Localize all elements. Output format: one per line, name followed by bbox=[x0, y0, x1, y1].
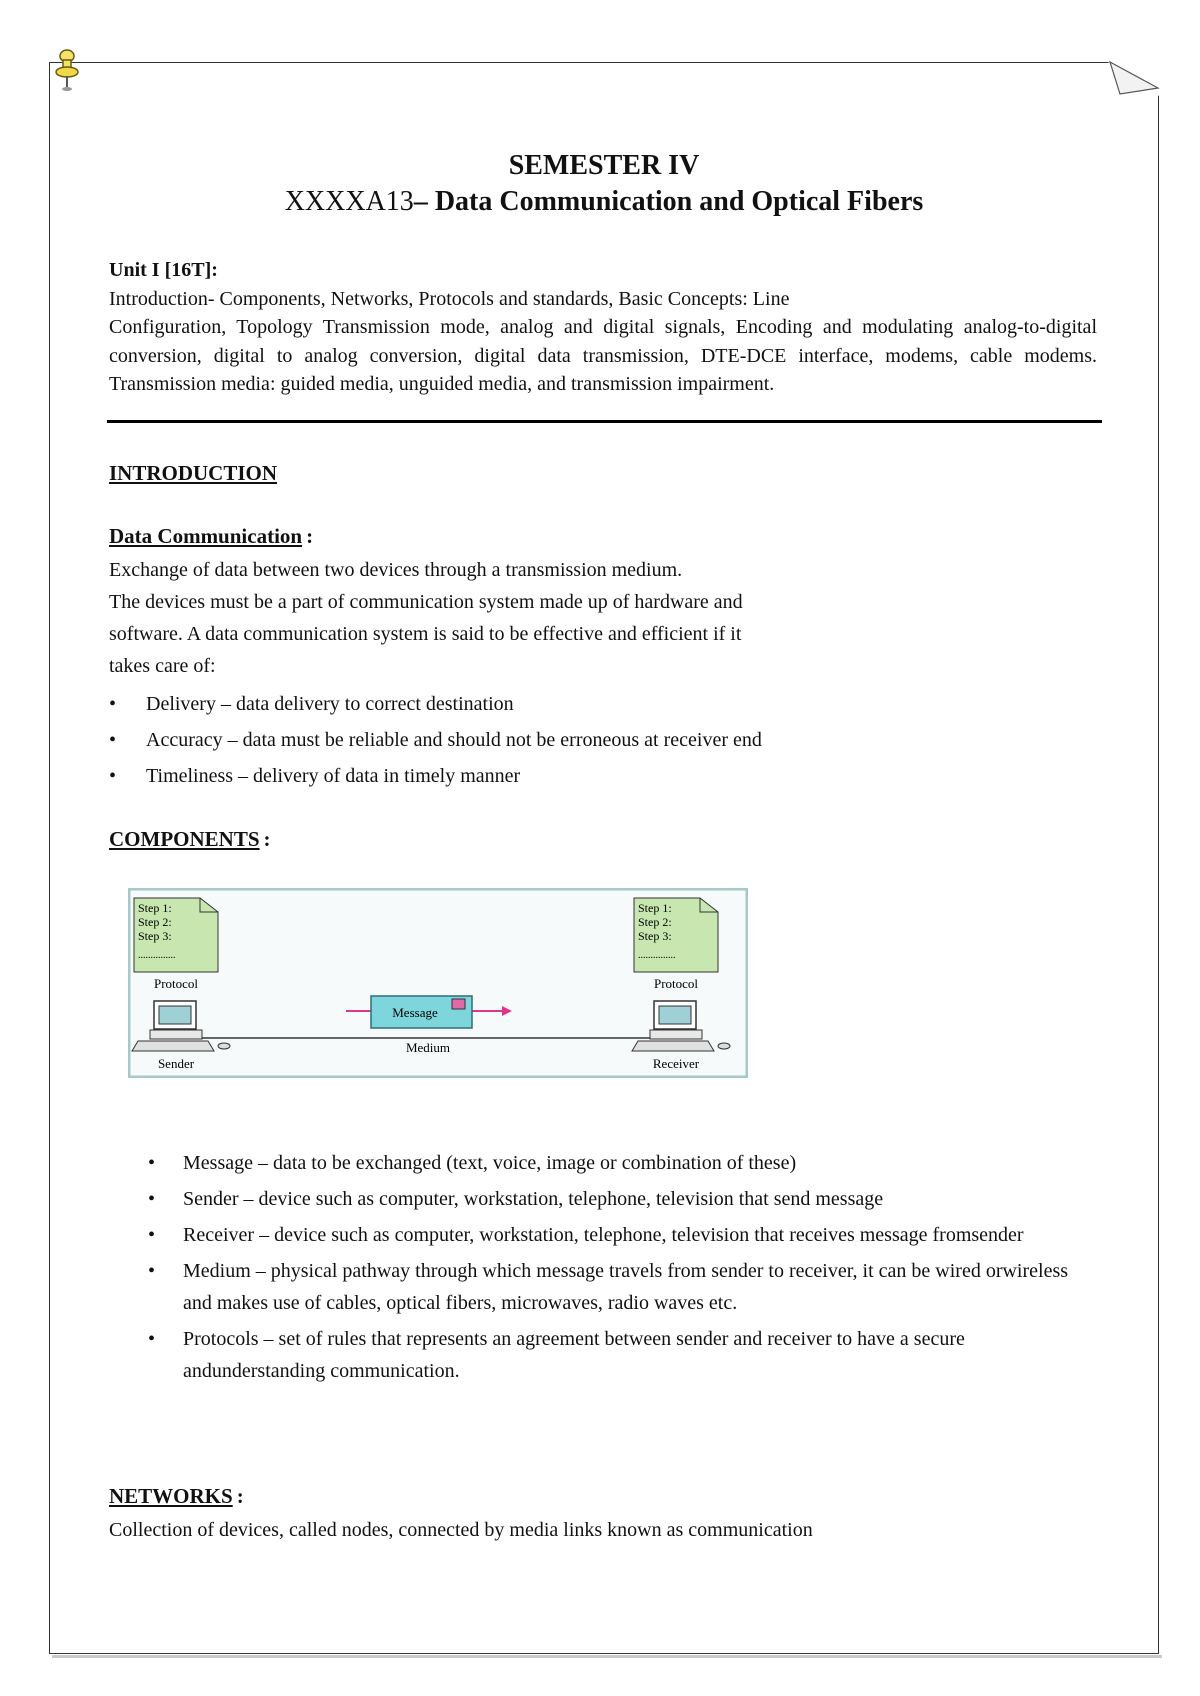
networks-title: NETWORKS bbox=[109, 1484, 233, 1508]
networks-colon: : bbox=[236, 1484, 244, 1508]
protocol-step: Step 3: bbox=[638, 929, 672, 943]
data-communication-heading bbox=[109, 524, 313, 549]
bullet-icon: • bbox=[148, 1224, 156, 1246]
networks-heading bbox=[109, 1484, 244, 1509]
course-dash: – bbox=[413, 186, 435, 217]
protocol-step: Step 3: bbox=[138, 929, 172, 943]
protocol-step: Step 2: bbox=[138, 915, 172, 929]
paragraph-line: takes care of: bbox=[109, 655, 216, 677]
semester-title: SEMESTER IV bbox=[508, 150, 700, 181]
list-item-text: Sender – device such as computer, workstation, telephone, television that send message bbox=[183, 1188, 884, 1210]
data-communication-colon: : bbox=[306, 524, 314, 548]
syllabus-text: Configuration, Topology Transmission mode, analog and digital signals, Encoding and modulating analog-to-digital conversion, digital to analog conversion, digital data transmission, DTE-DCE interface, modems, cable modems. Transmission media: guided media, unguided media, and transmission impairment. bbox=[109, 316, 1097, 395]
course-title bbox=[49, 184, 1159, 220]
syllabus-line-1: Introduction- Components, Networks, Protocols and standards, Basic Concepts: Line bbox=[109, 287, 790, 310]
sender-protocol-label: Protocol bbox=[153, 976, 199, 991]
paragraph-line: Exchange of data between two devices through a transmission medium. bbox=[109, 559, 683, 581]
unit-syllabus bbox=[109, 256, 1097, 399]
bullet-icon: • bbox=[109, 693, 117, 715]
bullet-icon: • bbox=[148, 1152, 156, 1174]
protocol-step: ............... bbox=[138, 950, 176, 961]
list-item bbox=[109, 724, 1009, 756]
bullet-icon: • bbox=[109, 729, 117, 751]
bullet-icon: • bbox=[148, 1260, 156, 1282]
paragraph-line: software. A data communication system is said to be effective and efficient if it bbox=[109, 623, 742, 645]
protocol-step: Step 1: bbox=[638, 901, 672, 915]
components-colon: : bbox=[263, 827, 271, 851]
medium-label: Medium bbox=[405, 1040, 451, 1055]
data-communication-title: Data Communication bbox=[109, 524, 303, 548]
paragraph-line: The devices must be a part of communication system made up of hardware and bbox=[109, 591, 743, 613]
message-envelope-icon bbox=[452, 999, 465, 1009]
bullet-icon: • bbox=[148, 1188, 156, 1210]
data-communication-paragraph bbox=[109, 554, 929, 682]
page-shadow bbox=[52, 1655, 1162, 1658]
list-item-text: Message – data to be exchanged (text, voice, image or combination of these) bbox=[183, 1152, 797, 1174]
sender-label: Sender bbox=[157, 1056, 195, 1071]
list-item bbox=[109, 688, 1009, 720]
receiver-protocol-label: Protocol bbox=[653, 976, 699, 991]
protocol-step: Step 2: bbox=[638, 915, 672, 929]
unit-heading: Unit I [16T]: bbox=[109, 259, 218, 281]
list-item-text: Protocols – set of rules that represents an agreement between sender and receiver to have a secure andunderstanding communication. bbox=[183, 1328, 965, 1382]
document-title bbox=[49, 148, 1159, 220]
protocol-step: ............... bbox=[638, 950, 676, 961]
horizontal-rule bbox=[107, 420, 1102, 423]
components-title: COMPONENTS bbox=[109, 827, 260, 851]
list-item bbox=[109, 760, 1009, 792]
pushpin-icon bbox=[52, 46, 82, 92]
list-item-text: Accuracy – data must be reliable and should not be erroneous at receiver end bbox=[146, 729, 762, 751]
list-item bbox=[148, 1255, 1083, 1319]
list-item bbox=[148, 1147, 1083, 1179]
receiver-protocol-note bbox=[634, 898, 718, 972]
protocol-step: Step 1: bbox=[138, 901, 172, 915]
sender-protocol-note bbox=[134, 898, 218, 972]
list-item-text: Medium – physical pathway through which message travels from sender to receiver, it can be wired orwireless and makes use of cables, optical fibers, microwaves, radio waves etc. bbox=[183, 1260, 1069, 1314]
components-heading bbox=[109, 827, 271, 852]
list-item-text: Delivery – data delivery to correct destination bbox=[146, 693, 514, 715]
list-item bbox=[148, 1323, 1083, 1387]
list-item bbox=[148, 1183, 1083, 1215]
page-corner-fold-icon bbox=[1108, 60, 1162, 98]
bullet-icon: • bbox=[148, 1328, 156, 1350]
components-bullet-list bbox=[148, 1147, 1083, 1391]
networks-paragraph: Collection of devices, called nodes, connected by media links known as communication bbox=[109, 1519, 813, 1541]
course-code: XXXXA13 bbox=[284, 186, 414, 217]
list-item-text: Timeliness – delivery of data in timely manner bbox=[146, 765, 521, 787]
course-name: Data Communication and Optical Fibers bbox=[434, 186, 924, 217]
list-item bbox=[148, 1219, 1083, 1251]
introduction-heading: INTRODUCTION bbox=[109, 461, 278, 485]
receiver-label: Receiver bbox=[652, 1056, 700, 1071]
components-diagram bbox=[128, 888, 748, 1078]
bullet-icon: • bbox=[109, 765, 117, 787]
introduction-bullet-list bbox=[109, 688, 1009, 796]
message-label: Message bbox=[392, 1005, 438, 1020]
list-item-text: Receiver – device such as computer, workstation, telephone, television that receives message fromsender bbox=[183, 1224, 1024, 1246]
